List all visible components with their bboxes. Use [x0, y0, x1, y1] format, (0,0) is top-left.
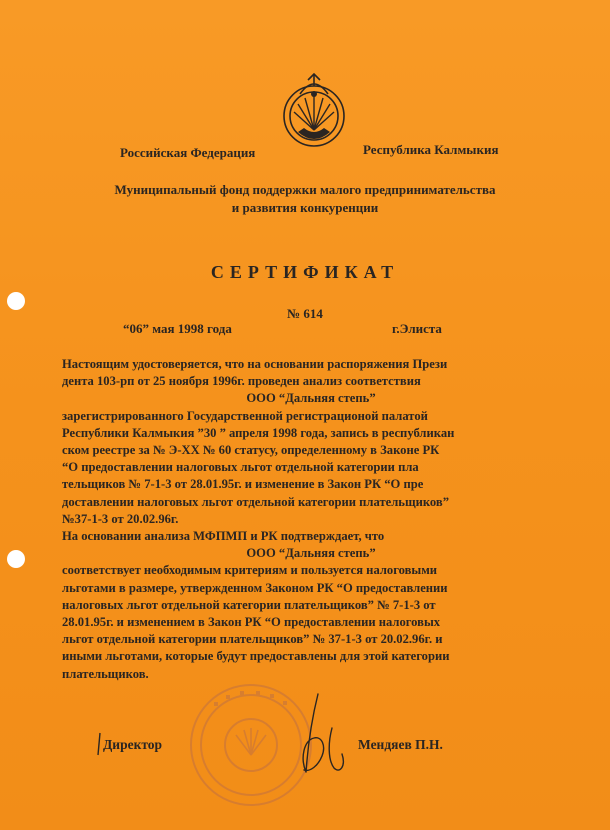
company-name: ООО “Дальняя степь” — [246, 391, 376, 406]
body-line: налоговых льгот отдельной категории плательщиков” № 7-1-3 от — [62, 597, 436, 612]
body-line: дента 103-рп от 25 ноября 1996г. проведен анализ соответствия — [62, 374, 421, 389]
signatory-role: Директор — [103, 737, 163, 752]
body-line: зарегистрированного Государственной регистрационой палатой — [62, 408, 428, 423]
body-line: иными льготами, которые будут предоставлены для этой категории — [62, 649, 450, 664]
signature-tick-icon — [96, 731, 102, 757]
body-line: доставлении налоговых льгот отдельной категории плательщиков” — [62, 494, 450, 509]
punch-hole-bottom — [7, 550, 25, 568]
handwritten-signature-icon — [262, 688, 352, 780]
signatory-name: Мендяев П.Н. — [358, 737, 443, 752]
body-line: Республики Калмыкия ”30 ” апреля 1998 года, запись в республикан — [62, 425, 455, 440]
body-line: “О предоставлении налоговых льгот отдельной категории пла — [62, 460, 419, 475]
body-line: льготами в размере, утвержденном Законом РК “О предоставлении — [62, 580, 448, 595]
kalmykia-emblem-icon — [278, 72, 350, 154]
document-title: СЕРТИФИКАТ — [210, 262, 400, 282]
body-line: тельщиков № 7-1-3 от 28.01.95г. и изменение в Закон РК “О пре — [62, 477, 424, 492]
certificate-body — [62, 356, 540, 683]
fund-name-line2: и развития конкуренции — [231, 200, 379, 215]
header-republic: Республика Калмыкия — [363, 142, 499, 157]
company-name: ООО “Дальняя степь” — [246, 546, 376, 561]
body-line: льгот отдельной категории плательщиков” № 37-1-3 от 20.02.96г. и — [62, 632, 443, 647]
fund-name-line1: Муниципальный фонд поддержки малого предпринимательства — [114, 182, 496, 197]
certificate-city: г.Элиста — [392, 321, 442, 336]
header-country: Российская Федерация — [120, 145, 256, 160]
certificate-date: “06” мая 1998 года — [123, 321, 232, 336]
body-line: На основании анализа МФПМП и РК подтверждает, что — [62, 529, 385, 544]
certificate-number: № 614 — [287, 306, 323, 321]
body-line: плательщиков. — [62, 666, 149, 681]
body-line: 28.01.95г. и изменением в Закон РК “О предоставлении налоговых — [62, 615, 441, 630]
body-line: соответствует необходимым критериям и пользуется налоговыми — [62, 563, 438, 578]
body-line: №37-1-3 от 20.02.96г. — [62, 511, 179, 526]
body-line: ском реестре за № Э-XX № 60 статусу, определенному в Законе РК — [62, 443, 440, 458]
body-line: Настоящим удостоверяется, что на основании распоряжения Прези — [62, 357, 448, 371]
